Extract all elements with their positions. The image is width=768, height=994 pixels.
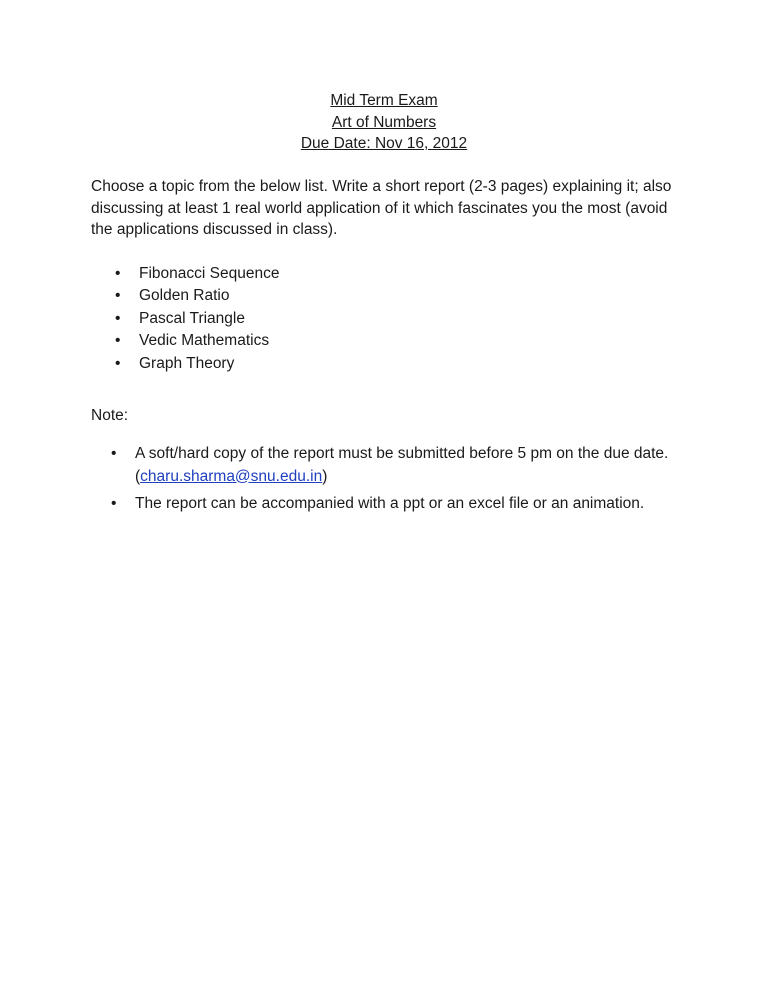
note-list bbox=[0, 443, 675, 517]
topic-pascal-triangle: Pascal Triangle bbox=[139, 309, 245, 327]
topic-graph-theory: Graph Theory bbox=[139, 354, 235, 372]
bullet-icon: • bbox=[111, 445, 117, 462]
bullet-icon: • bbox=[115, 309, 121, 327]
submission-note bbox=[135, 443, 675, 488]
email-link[interactable]: charu.sharma@snu.edu.in bbox=[140, 467, 323, 485]
submission-note-text: A soft/hard copy of the report must be submitted before 5 pm on the due date. ( bbox=[135, 445, 669, 485]
bullet-icon: • bbox=[115, 265, 121, 282]
list-item bbox=[0, 443, 675, 493]
bullet-icon: • bbox=[115, 287, 121, 305]
bullet-icon: • bbox=[115, 354, 121, 372]
note-heading: Note: bbox=[91, 407, 129, 424]
course-title: Art of Numbers bbox=[331, 113, 437, 131]
list-item bbox=[0, 493, 675, 517]
topic-golden-ratio: Golden Ratio bbox=[139, 287, 230, 305]
instructions-paragraph: Choose a topic from the below list. Write a short report (2-3 pages) explaining it; also discussing at least 1 real world application of it which fascinates you the most (avoid the applications discussed in class). bbox=[91, 178, 672, 238]
exam-title: Mid Term Exam bbox=[330, 92, 438, 109]
exam-header bbox=[0, 90, 768, 155]
topic-vedic-mathematics: Vedic Mathematics bbox=[139, 332, 270, 350]
attachment-note: The report can be accompanied with a ppt or an excel file or an animation. bbox=[135, 495, 645, 512]
submission-note-close: ) bbox=[322, 467, 328, 485]
bullet-icon: • bbox=[115, 332, 121, 350]
topic-fibonacci: Fibonacci Sequence bbox=[139, 265, 280, 282]
due-date: Due Date: Nov 16, 2012 bbox=[300, 135, 468, 152]
bullet-icon: • bbox=[111, 495, 117, 512]
